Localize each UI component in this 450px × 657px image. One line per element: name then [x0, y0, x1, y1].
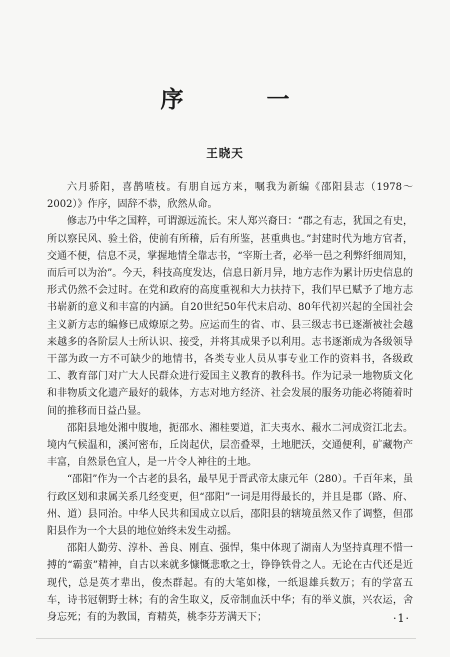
body-text: [47, 179, 413, 626]
page-number: ·1·: [393, 612, 410, 625]
bottom-divider: [36, 638, 416, 639]
paragraph: 六月骄阳，喜鹊喳枝。有朋自远方来，嘱我为新编《邵阳县志（1978～2002）》作序，固辞不恭，欣然从命。: [47, 182, 413, 211]
paragraph: 修志乃中华之国粹，可谓源远流长。宋人郑兴裔曰：“郡之有志，犹国之有史，所以察民风、验土俗，使前有所稽，后有所鉴，甚重典也。”封建时代为地方官者，交通不便，信息不灵，掌握地情全靠志书，“宰斯土者，必举一邑之利弊纤细周知，而后可以为治”。今天，科技高度发达，信息日新月异，地方志作为累计历史信息的形式仍然不会过时。在党和政府的高度重视和大力扶持下，我们早已赋予了地方志书崭新的意义和丰富的内涵。自20世纪50年代末启动、80年代初兴起的全国社会主义新方志的编修已成燎原之势。应运而生的省、市、县三级志书已逐渐被社会越来越多的各阶层人士所认识、接受，并将其成果予以利用。志书逐渐成为各级领导干部为政一方不可缺少的地情书，各类专业人员从事专业工作的资料书，各级政工、教育部门对广大人民群众进行爱国主义教育的教科书。作为记录一地物质文化和非物质文化遗产最好的载体，方志对地方经济、社会发展的服务功能必将随着时间的推移而日益凸显。: [47, 216, 413, 417]
author-name: 王晓天: [206, 146, 244, 160]
paragraph: “邵阳”作为一个古老的县名，最早见于晋武帝太康元年（280）。千百年来，虽行政区划和隶属关系几经变更，但“邵阳”一词是用得最长的，并且是郡（路、府、州、道）县同治。中华人民共和国成立以后，邵阳县的辖境虽然又作了调整，但邵阳县作为一个大县的地位始终未发生动摇。: [47, 474, 413, 538]
paragraph: 邵阳县地处湘中腹地，扼邵水、湘桂要道，汇夫夷水、赧水二河成资江北去。境内气候温和，溪河密布，丘岗起伏，层峦叠翠，土地肥沃，交通便利，矿藏物产丰富，自然景色宜人，是一片令人神往的土地。: [47, 422, 413, 469]
page-title: 序 一: [160, 86, 320, 113]
paragraph: 邵阳人勤劳、淳朴、善良、刚直、强悍，集中体现了湖南人为坚持真理不惜一搏的“霸蛮”精神，自古以来就多慷慨悲歌之士，铮铮铁骨之人。无论在古代还是近现代，总是英才辈出，俊杰群起。有的大笔如椽，一纸退雄兵数万；有的学富五车，诗书冠朝野士林；有的舍生取义，反帝制血沃中华；有的举义旗，兴农运，舍身忘死；有的为教国，育精英，桃李芬芳满天下；: [47, 543, 413, 624]
